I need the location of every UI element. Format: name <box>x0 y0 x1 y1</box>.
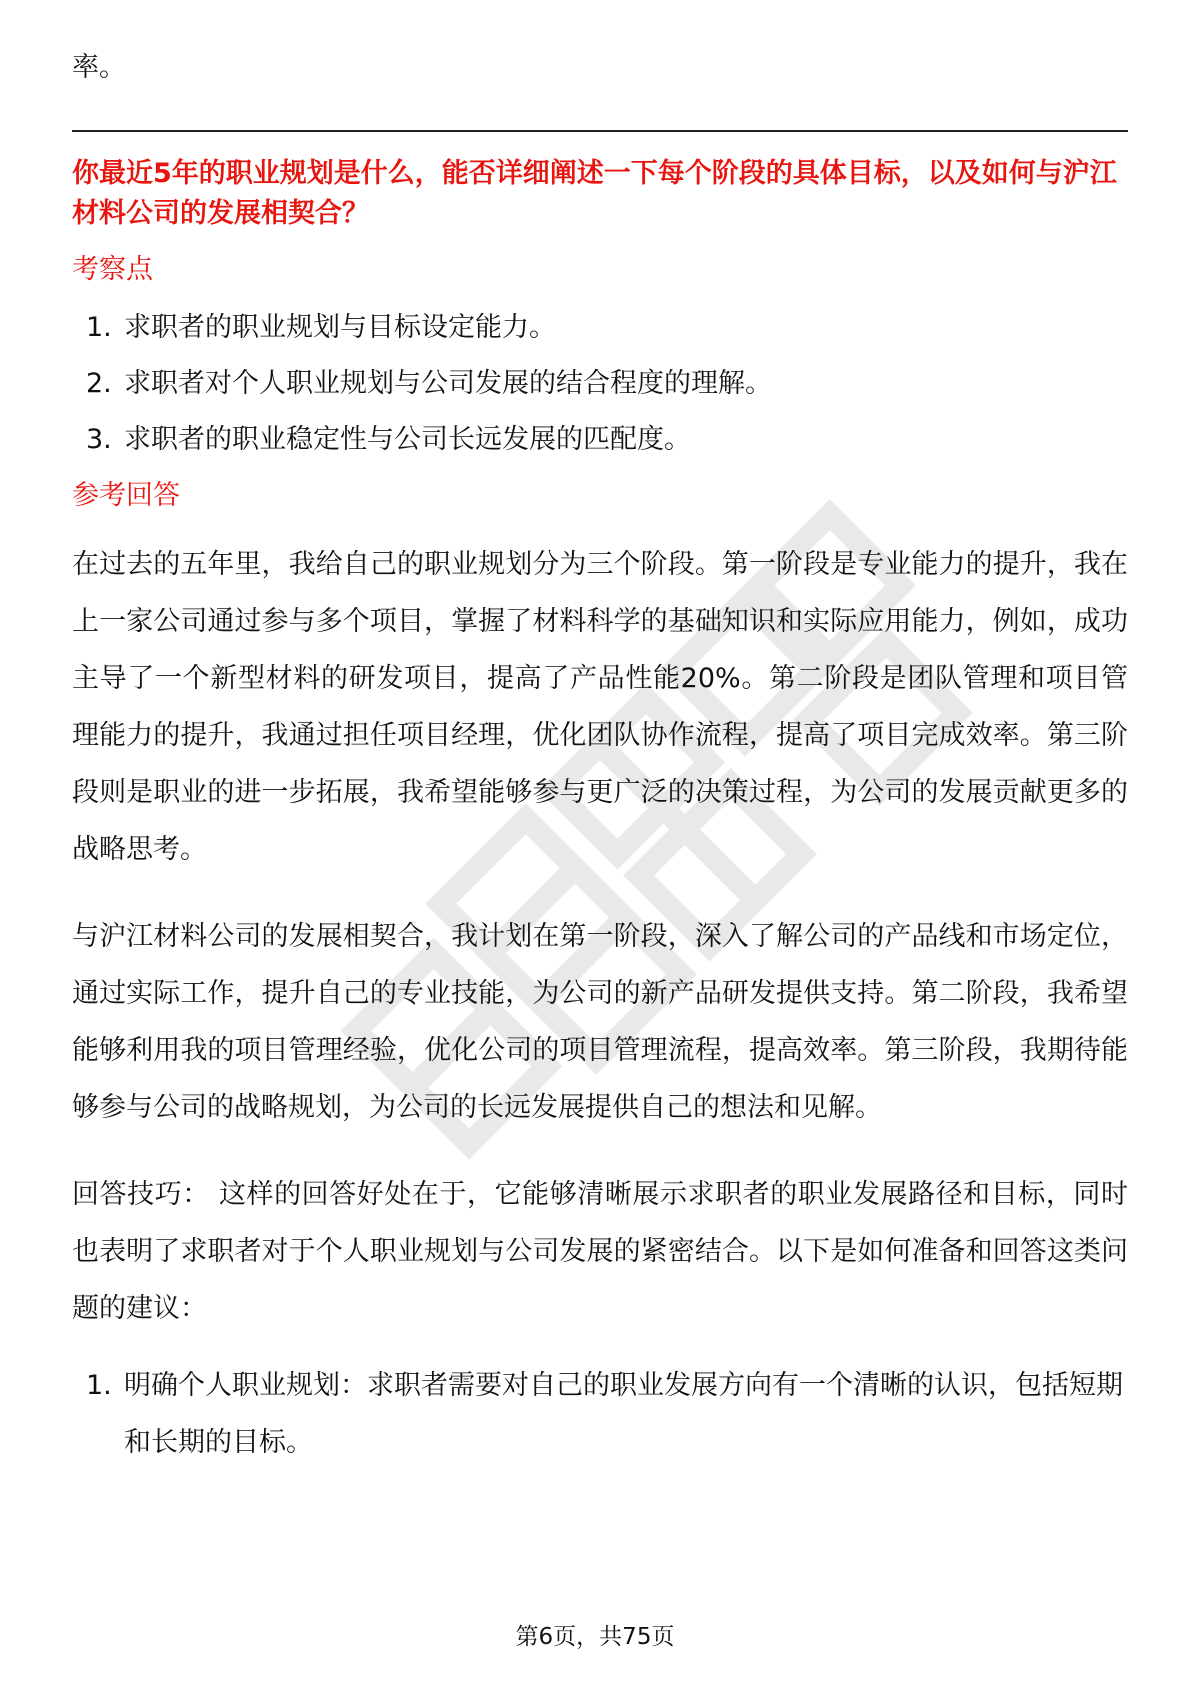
list-item-number: 1. <box>86 312 112 343</box>
list-item <box>72 420 1128 460</box>
list-item <box>72 308 1128 348</box>
page-content <box>72 48 1128 1487</box>
assessment-list <box>72 308 1128 460</box>
answer-paragraph: 在过去的五年里，我给自己的职业规划分为三个阶段。第一阶段是专业能力的提升，我在上一家公司通过参与多个项目，掌握了材料科学的基础知识和实际应用能力，例如，成功主导了一个新型材料的研发项目，提高了产品性能20%。第二阶段是团队管理和项目管理能力的提升，我通过担任项目经理，优化团队协作流程，提高了项目完成效率。第三阶段则是职业的进一步拓展，我希望能够参与更广泛的决策过程，为公司的发展贡献更多的战略思考。 <box>72 549 1128 865</box>
list-item-number: 2. <box>86 368 112 399</box>
section-divider <box>72 130 1128 132</box>
answer-paragraph: 与沪江材料公司的发展相契合，我计划在第一阶段，深入了解公司的产品线和市场定位，通过实际工作，提升自己的专业技能，为公司的新产品研发提供支持。第二阶段，我希望能够利用我的项目管理经验，优化公司的项目管理流程，提高效率。第三阶段，我期待能够参与公司的战略规划，为公司的长远发展提供自己的想法和见解。 <box>72 921 1128 1123</box>
tips-list <box>72 1357 1128 1471</box>
list-item-number: 1. <box>86 1370 112 1401</box>
assessment-heading: 考察点 <box>72 254 153 285</box>
list-item-text: 求职者的职业稳定性与公司长远发展的匹配度。 <box>124 424 691 455</box>
list-item-text: 明确个人职业规划：求职者需要对自己的职业发展方向有一个清晰的认识，包括短期和长期的目标。 <box>124 1370 1123 1458</box>
list-item-number: 3. <box>86 424 112 455</box>
list-item-text: 求职者的职业规划与目标设定能力。 <box>124 312 556 343</box>
continuation-text: 率。 <box>72 52 126 83</box>
answer-heading: 参考回答 <box>72 480 180 511</box>
question-heading: 你最近5年的职业规划是什么，能否详细阐述一下每个阶段的具体目标，以及如何与沪江材料公司的发展相契合？ <box>72 158 1117 229</box>
tips-paragraph: 回答技巧： 这样的回答好处在于，它能够清晰展示求职者的职业发展路径和目标，同时也表明了求职者对于个人职业规划与公司发展的紧密结合。以下是如何准备和回答这类问题的建议： <box>72 1179 1128 1324</box>
list-item <box>72 364 1128 404</box>
list-item-text: 求职者对个人职业规划与公司发展的结合程度的理解。 <box>124 368 772 399</box>
page-footer: 第6页，共75页 <box>515 1624 675 1650</box>
list-item <box>72 1357 1128 1471</box>
